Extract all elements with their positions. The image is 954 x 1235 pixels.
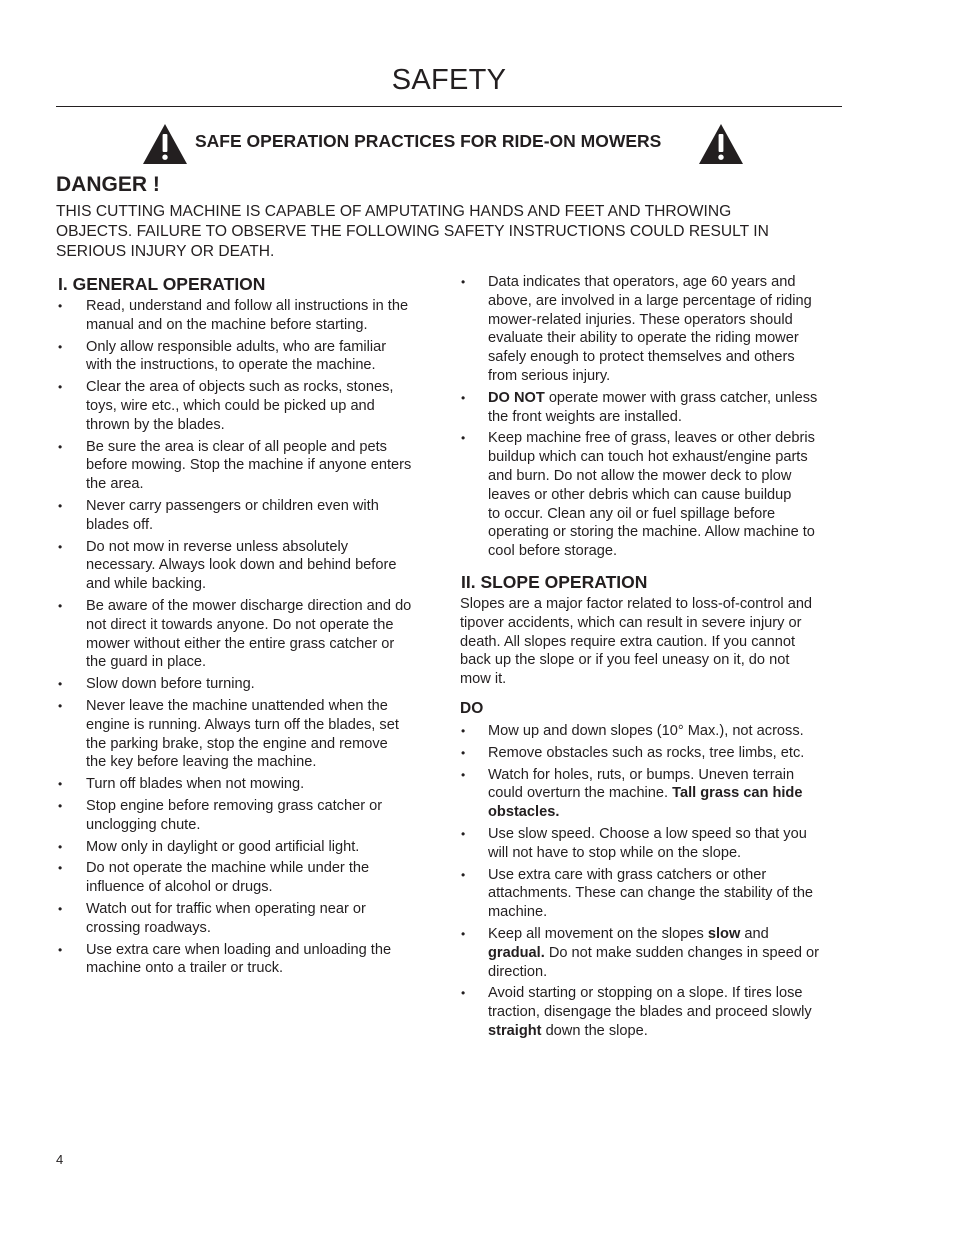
list-item-text: machine onto a trailer or truck.: [86, 960, 284, 977]
slope-intro-line: back up the slope or if you feel uneasy on it, do not: [460, 652, 790, 669]
list-item: [459, 744, 849, 763]
list-item-text: crossing roadways.: [86, 919, 211, 936]
list-item-text: unclogging chute.: [86, 816, 201, 833]
list-item-text: evaluate their ability to operate the riding mower: [488, 330, 799, 347]
list-item-text: Only allow responsible adults, who are familiar: [86, 338, 387, 355]
list-item: [56, 597, 441, 672]
list-item-text: could overturn the machine.: [488, 785, 673, 802]
list-item: [56, 438, 441, 494]
danger-text-line: SERIOUS INJURY OR DEATH.: [56, 243, 275, 260]
bullet-marker: •: [461, 867, 466, 882]
list-item-text: Be aware of the mower discharge direction and do: [86, 597, 412, 614]
list-item-text: Never carry passengers or children even with: [86, 497, 379, 514]
list-item-text: mower without either the entire grass catcher or: [86, 635, 395, 652]
list-item-text: Never leave the machine unattended when the: [86, 697, 388, 714]
list-item: [56, 675, 441, 694]
safety-banner-title: SAFE OPERATION PRACTICES FOR RIDE-ON MOWERS: [195, 131, 662, 151]
list-item-text: above, are involved in a large percentage of riding: [488, 292, 812, 309]
list-item-text: Slow down before turning.: [86, 676, 255, 693]
list-item-text: buildup which can touch hot exhaust/engine parts: [488, 449, 808, 466]
emphasis-text: DO NOT: [488, 389, 545, 406]
list-item-text: cool before storage.: [488, 543, 617, 560]
list-item-text: manual and on the machine before starting.: [86, 316, 368, 333]
bullet-marker: •: [461, 767, 466, 782]
bullet-marker: •: [461, 826, 466, 841]
list-item-text: thrown by the blades.: [86, 416, 225, 433]
list-item-text: Data indicates that operators, age 60 years and: [488, 274, 796, 290]
emphasis-text: slow: [707, 925, 741, 942]
title-divider: [56, 106, 842, 107]
list-item-text: direction.: [488, 963, 548, 980]
danger-text: [56, 202, 846, 262]
list-item-text: machine.: [488, 904, 548, 921]
list-item: [459, 866, 849, 922]
bullet-marker: •: [58, 798, 63, 813]
slope-intro-line: mow it.: [460, 671, 507, 688]
list-item-text: Mow up and down slopes (10° Max.), not across.: [488, 722, 804, 739]
list-item-text: Mow only in daylight or good artificial light.: [86, 838, 360, 855]
section-heading-slope-operation: II. SLOPE OPERATION: [461, 571, 648, 592]
list-item: [459, 722, 849, 741]
bullet-marker: •: [58, 439, 63, 454]
list-item-text: Avoid starting or stopping on a slope. If tires lose: [488, 985, 803, 1002]
list-item-text: Use slow speed. Choose a low speed so that you: [488, 825, 807, 842]
bullet-marker: •: [58, 777, 63, 792]
list-item: [56, 900, 441, 938]
list-item-text: operating or storing the machine. Allow machine to: [488, 524, 815, 541]
bullet-marker: •: [461, 745, 466, 760]
list-item-text: Be sure the area is clear of all people and pets: [86, 438, 387, 455]
list-item: [56, 775, 441, 794]
bullet-marker: •: [461, 986, 466, 1001]
slope-intro: [460, 595, 849, 689]
left-column: [56, 273, 441, 981]
list-item-text: toys, wire etc., which could be picked up and: [86, 397, 375, 414]
list-item-text: before mowing. Stop the machine if anyone enters: [86, 457, 412, 474]
list-item-text: Use extra care when loading and unloading the: [86, 941, 392, 958]
list-item-text: not direct it towards anyone. Do not operate the: [86, 616, 394, 633]
bullet-marker: •: [58, 598, 63, 613]
list-item: [459, 429, 849, 561]
list-item-text: mower-related injuries. These operators should: [488, 311, 793, 328]
danger-text-line: OBJECTS. FAILURE TO OBSERVE THE FOLLOWING SAFETY INSTRUCTIONS COULD RESULT IN: [56, 223, 769, 240]
list-item-text: safely enough to protect themselves and others: [488, 349, 795, 366]
list-item-text: Do not make sudden changes in speed or: [544, 944, 819, 961]
warning-triangle-icon: [698, 123, 744, 165]
list-item-text: the front weights are installed.: [488, 408, 682, 425]
emphasis-text: Tall grass can hide: [672, 785, 803, 802]
list-item: [56, 697, 441, 772]
bullet-marker: •: [58, 698, 63, 713]
emphasis-text: obstacles.: [488, 804, 560, 821]
list-item: [459, 766, 849, 822]
section-heading-general-operation: I. GENERAL OPERATION: [58, 274, 266, 294]
list-item-text: leaves or other debris which can cause buildup: [488, 486, 792, 503]
list-item: [56, 941, 441, 979]
list-item-text: Keep all movement on the slopes: [488, 925, 708, 942]
list-item-text: Keep machine free of grass, leaves or other debris: [488, 430, 815, 447]
emphasis-text: gradual.: [488, 944, 545, 961]
list-item: [56, 797, 441, 835]
bullet-marker: •: [58, 901, 63, 916]
bullet-marker: •: [461, 431, 466, 446]
bullet-marker: •: [461, 390, 466, 405]
list-item-text: down the slope.: [541, 1022, 648, 1039]
list-item-text: Clear the area of objects such as rocks, stones,: [86, 379, 394, 396]
list-item: [459, 273, 849, 386]
list-item-text: to occur. Clean any oil or fuel spillage before: [488, 505, 776, 522]
slope-intro-line: Slopes are a major factor related to loss-of-control and: [460, 595, 813, 612]
bullet-marker: •: [58, 380, 63, 395]
list-item-text: the area.: [86, 476, 144, 493]
slope-intro-line: death. All slopes require extra caution. If you cannot: [460, 633, 796, 650]
slope-intro-line: tipover accidents, which can result in severe injury or: [460, 614, 802, 631]
bullet-marker: •: [58, 942, 63, 957]
emphasis-text: straight: [488, 1022, 542, 1039]
bullet-marker: •: [58, 839, 63, 854]
bullet-marker: •: [58, 861, 63, 876]
list-item: [56, 297, 441, 335]
bullet-marker: •: [461, 275, 466, 289]
list-item-text: Read, understand and follow all instructions in the: [86, 298, 409, 314]
bullet-marker: •: [58, 498, 63, 513]
danger-heading: DANGER !: [56, 173, 160, 196]
list-item: [56, 338, 441, 376]
warning-triangle-icon: [142, 123, 188, 165]
list-item-text: traction, disengage the blades and proceed slowly: [488, 1004, 812, 1021]
bullet-marker: •: [58, 677, 63, 692]
general-operation-list-continued: [459, 273, 849, 561]
list-item: [459, 984, 849, 1040]
right-column: [459, 273, 849, 1044]
list-item-text: Remove obstacles such as rocks, tree limbs, etc.: [488, 744, 805, 761]
list-item: [459, 925, 849, 981]
list-item: [56, 378, 441, 434]
page-title: SAFETY: [391, 64, 507, 96]
list-item-text: Do not mow in reverse unless absolutely: [86, 538, 349, 555]
list-item-text: the guard in place.: [86, 654, 207, 671]
list-item-text: Turn off blades when not mowing.: [86, 776, 305, 793]
list-item-text: will not have to stop while on the slope.: [488, 844, 742, 861]
list-item-text: the parking brake, stop the engine and remove: [86, 735, 388, 752]
bullet-marker: •: [58, 339, 63, 354]
list-item-text: blades off.: [86, 516, 154, 533]
list-item-text: the key before leaving the machine.: [86, 754, 317, 771]
list-item-text: from serious injury.: [488, 367, 611, 384]
bullet-marker: •: [58, 299, 63, 313]
danger-text-line: THIS CUTTING MACHINE IS CAPABLE OF AMPUTATING HANDS AND FEET AND THROWING: [56, 203, 732, 220]
list-item-text: Do not operate the machine while under the: [86, 860, 370, 877]
bullet-marker: •: [58, 539, 63, 554]
list-item-text: Use extra care with grass catchers or other: [488, 866, 767, 883]
list-item-text: operate mower with grass catcher, unless: [544, 389, 818, 406]
slope-do-list: [459, 722, 849, 1041]
list-item-text: Watch out for traffic when operating near or: [86, 900, 366, 917]
list-item: [56, 859, 441, 897]
list-item: [56, 497, 441, 535]
general-operation-list: [56, 297, 441, 978]
list-item: [459, 389, 849, 427]
list-item-text: attachments. These can change the stability of the: [488, 885, 814, 902]
bullet-marker: •: [461, 723, 466, 738]
list-item-text: engine is running. Always turn off the blades, set: [86, 716, 399, 733]
list-item-text: and: [740, 925, 769, 942]
list-item-text: and while backing.: [86, 576, 207, 593]
list-item: [56, 838, 441, 857]
list-item-text: Watch for holes, ruts, or bumps. Uneven terrain: [488, 766, 795, 783]
list-item-text: necessary. Always look down and behind before: [86, 557, 397, 574]
list-item-text: with the instructions, to operate the machine.: [86, 357, 376, 374]
list-item-text: influence of alcohol or drugs.: [86, 879, 273, 896]
list-item: [56, 538, 441, 594]
page-number: 4: [56, 1152, 64, 1167]
list-item-text: Stop engine before removing grass catcher or: [86, 797, 383, 814]
list-item-text: and burn. Do not allow the mower deck to plow: [488, 467, 792, 484]
bullet-marker: •: [461, 926, 466, 941]
list-item: [459, 825, 849, 863]
do-label: DO: [460, 699, 484, 717]
